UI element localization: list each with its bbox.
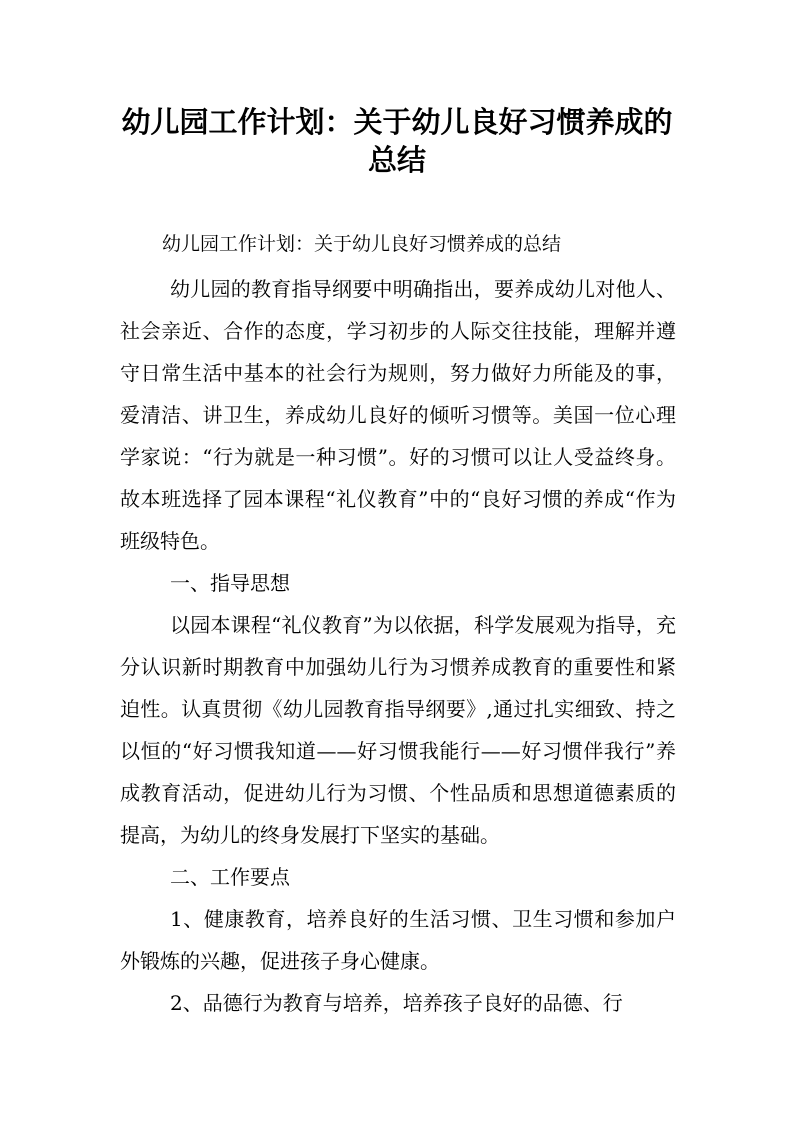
document-title-line2: 总结	[367, 143, 426, 177]
document-body	[120, 226, 676, 1024]
document-title-line1: 幼儿园工作计划：关于幼儿良好习惯养成的	[121, 105, 673, 139]
section-heading-guiding-thought: 一、指导思想	[170, 571, 290, 595]
paragraph-guiding-thought: 以园本课程“礼仪教育”为以依据，科学发展观为指导，充分认识新时期教育中加强幼儿行为习惯养成教育的重要性和紧迫性。认真贯彻《幼儿园教育指导纲要》,通过扎实细致、持之以恒的“好习惯我知道——好习惯我能行——好习惯伴我行”养成教育活动，促进幼儿行为习惯、个性品质和思想道德素质的提高，为幼儿的终身发展打下坚实的基础。	[120, 613, 676, 847]
section-heading-work-points: 二、工作要点	[170, 865, 290, 889]
document-subtitle: 幼儿园工作计划：关于幼儿良好习惯养成的总结	[162, 233, 562, 255]
paragraph-intro: 幼儿园的教育指导纲要中明确指出，要养成幼儿对他人、社会亲近、合作的态度，学习初步的人际交往技能，理解并遵守日常生活中基本的社会行为规则，努力做好力所能及的事，爱清洁、讲卫生，养成幼儿良好的倾听习惯等。美国一位心理学家说：“行为就是一种习惯”。好的习惯可以让人受益终身。故本班选择了园本课程“礼仪教育”中的“良好习惯的养成“作为班级特色。	[120, 277, 676, 553]
paragraph-point-2: 2、品德行为教育与培养，培养孩子良好的品德、行	[170, 991, 623, 1015]
paragraph-point-1: 1、健康教育，培养良好的生活习惯、卫生习惯和参加户外锻炼的兴趣，促进孩子身心健康。	[120, 907, 676, 973]
